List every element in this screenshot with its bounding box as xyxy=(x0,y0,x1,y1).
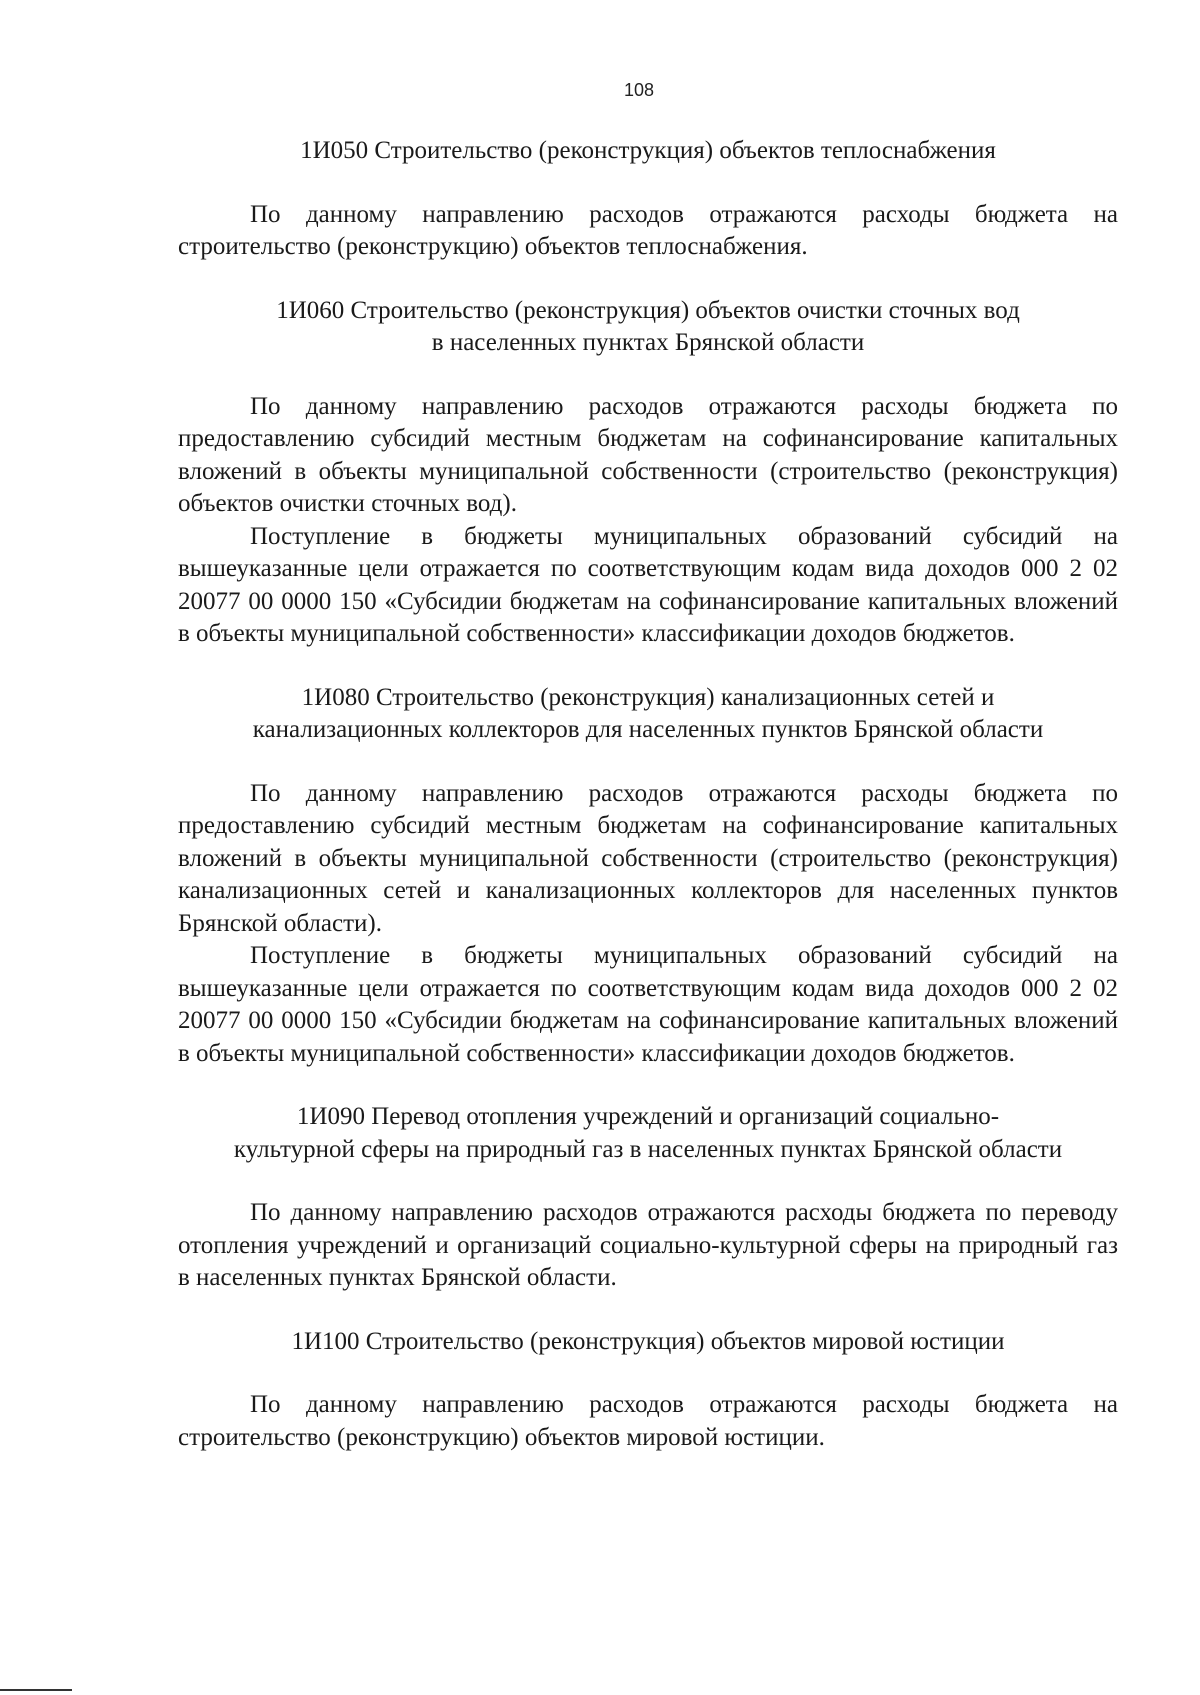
paragraph: По данному направлению расходов отражаются расходы бюджета по переводу отопления учреждений и организаций социально-культурной сферы на природный газ в населенных пунктах Брянской области. xyxy=(178,1199,1118,1291)
heading-line: в населенных пунктах Брянской области xyxy=(431,329,865,356)
section-heading xyxy=(178,135,1118,168)
section-1i060 xyxy=(178,295,1118,651)
paragraph: По данному направлению расходов отражаются расходы бюджета по предоставлению субсидий местным бюджетам на софинансирование капитальных вложений в объекты муниципальной собственности (строительство (реконструкция) объектов очистки сточных вод). xyxy=(178,392,1118,517)
section-heading xyxy=(178,682,1118,747)
section-1i090 xyxy=(178,1101,1118,1295)
heading-line: культурной сферы на природный газ в населенных пунктах Брянской области xyxy=(233,1135,1063,1163)
section-heading xyxy=(178,1326,1118,1359)
document-body xyxy=(178,135,1118,1454)
paragraph: Поступление в бюджеты муниципальных образований субсидий на вышеуказанные цели отражается по соответствующим кодам вида доходов 000 2 02 20077 00 0000 150 «Субсидии бюджетам на софинансирование капитальных вложений в объекты муниципальной собственности» классификации доходов бюджетов. xyxy=(178,942,1118,1067)
paragraph: По данному направлению расходов отражаются расходы бюджета на строительство (реконструкцию) объектов мировой юстиции. xyxy=(178,1391,1118,1451)
scan-edge-mark xyxy=(0,1689,72,1691)
paragraph: По данному направлению расходов отражаются расходы бюджета на строительство (реконструкцию) объектов теплоснабжения. xyxy=(178,200,1118,260)
section-1i050 xyxy=(178,135,1118,264)
paragraph: По данному направлению расходов отражаются расходы бюджета по предоставлению субсидий местным бюджетам на софинансирование капитальных вложений в объекты муниципальной собственности (строительство (реконструкция) канализационных сетей и канализационных коллекторов для населенных пунктов Брянской области). xyxy=(178,779,1118,937)
section-1i100 xyxy=(178,1326,1118,1455)
heading-line: 1И100 Строительство (реконструкция) объектов мировой юстиции xyxy=(291,1327,1005,1355)
heading-line: 1И060 Строительство (реконструкция) объектов очистки сточных вод xyxy=(276,296,1020,324)
heading-line: 1И090 Перевод отопления учреждений и организаций социально- xyxy=(296,1103,1000,1130)
heading-line: канализационных коллекторов для населенных пунктов Брянской области xyxy=(252,716,1044,743)
section-heading xyxy=(178,295,1118,360)
heading-line: 1И080 Строительство (реконструкция) канализационных сетей и xyxy=(301,683,995,711)
section-1i080 xyxy=(178,682,1118,1071)
page-number: 108 xyxy=(623,80,655,100)
paragraph: Поступление в бюджеты муниципальных образований субсидий на вышеуказанные цели отражается по соответствующим кодам вида доходов 000 2 02 20077 00 0000 150 «Субсидии бюджетам на софинансирование капитальных вложений в объекты муниципальной собственности» классификации доходов бюджетов. xyxy=(178,522,1118,647)
section-heading xyxy=(178,1101,1118,1166)
heading-line: 1И050 Строительство (реконструкция) объектов теплоснабжения xyxy=(300,137,996,164)
